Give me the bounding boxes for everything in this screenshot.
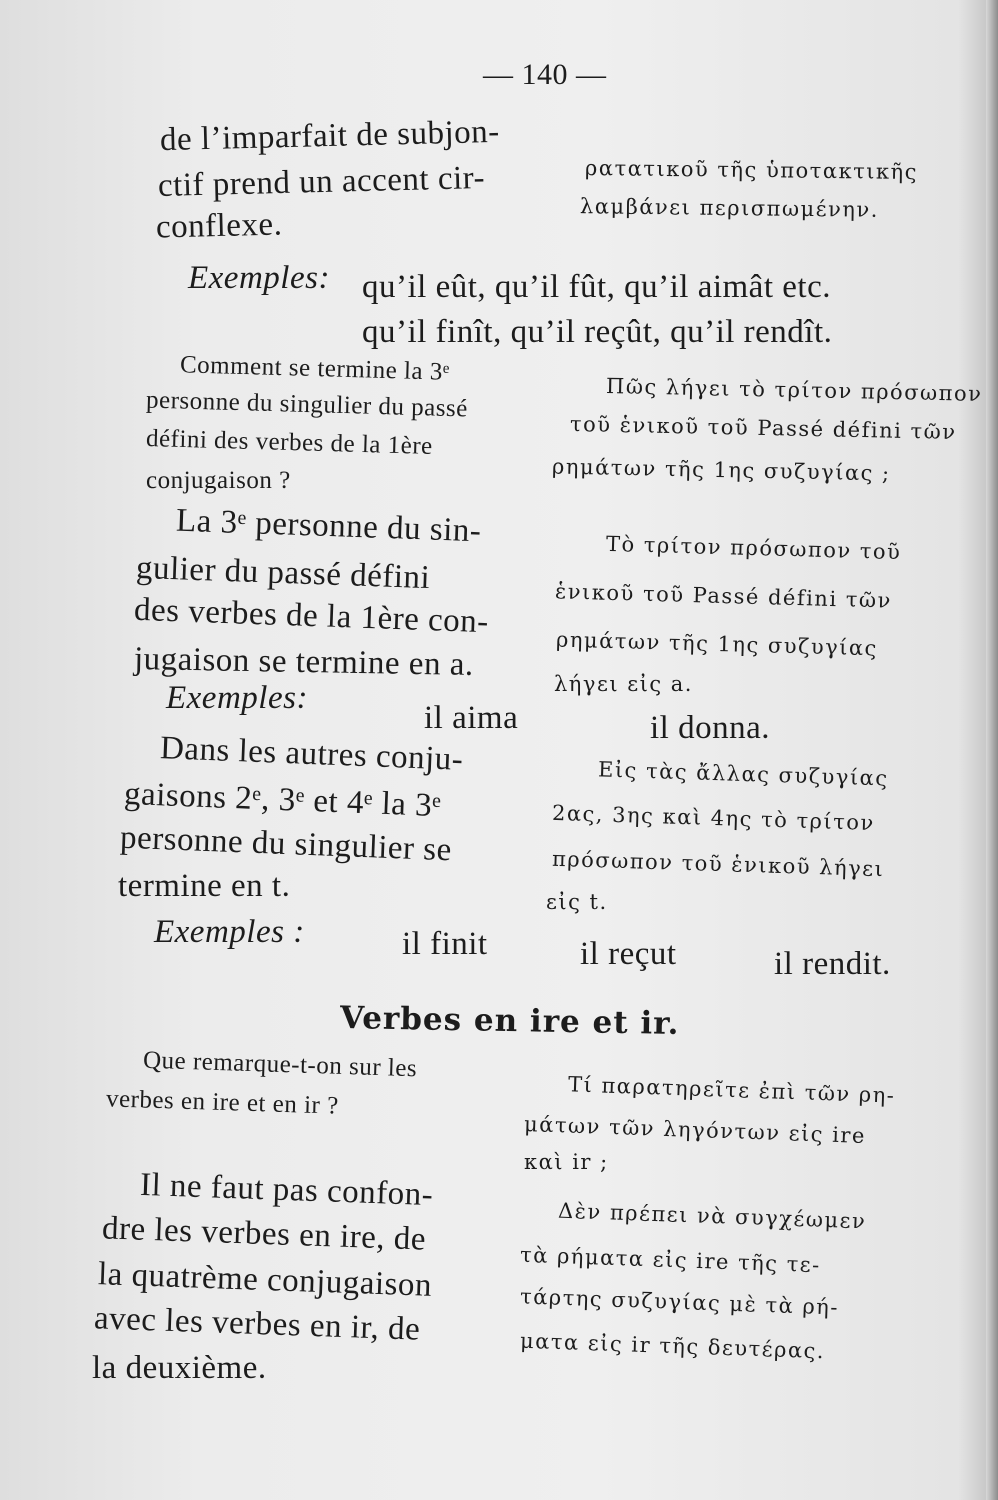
a3-fr-line-5: la deuxième. [92,1350,267,1386]
q1-fr-line-3: défini des verbes de la 1ère [145,425,434,460]
page-edge-shadow [986,0,998,1500]
q2-fr-line-2: verbes en ire et en ir ? [105,1085,340,1120]
ex3-word-1: il finit [402,926,488,962]
a3-fr-line-2: dre les verbes en ire, de [101,1210,427,1258]
subj-fr-line-1: de l’imparfait de subjon- [159,113,501,159]
q1-fr-line-4: conjugaison ? [146,467,291,494]
subj-gr-line-1: ρατατικοῦ τῆς ὑποτακτικῆς [584,155,919,185]
q2-gr-line-3: καὶ ir ; [524,1150,609,1174]
q1-fr-line-2: personne du singulier du passé [145,386,469,423]
a3-gr-line-1: Δὲν πρέπει νὰ συγχέωμεν [557,1198,867,1234]
a2-gr-line-1: Εἰς τὰς ἄλλας συζυγίας [597,757,889,791]
a2-fr-line-3: personne du singulier se [119,819,453,869]
a1-fr-line-4: jugaison se termine en a. [133,641,474,683]
a2-fr-line-1: Dans les autres conju- [159,730,464,778]
a1-fr-line-1: La 3ᵉ personne du sin- [175,502,482,550]
ex3-word-2: il reçut [580,936,677,972]
q1-gr-line-2: τοῦ ἑνικοῦ τοῦ Passé défini τῶν [569,411,957,445]
a3-gr-line-3: τάρτης συζυγίας μὲ τὰ ρή- [519,1284,840,1320]
subj-fr-line-3: conflexe. [155,206,283,246]
ex1-line-2: qu’il finît, qu’il reçût, qu’il rendît. [362,314,833,350]
section-heading: Verbes en ire et ir. [339,1000,680,1042]
a1-gr-line-4: λήγει εἰς a. [554,672,693,696]
ex2-word-1: il aima [424,700,519,736]
q2-fr-line-1: Que remarque-t-on sur les [142,1046,418,1083]
q1-gr-line-3: ρημάτων τῆς 1ης συζυγίας ; [551,454,891,486]
a1-gr-line-2: ἑνικοῦ τοῦ Passé défini τῶν [554,579,893,613]
subj-gr-line-2: λαμβάνει περισπωμένην. [579,194,880,222]
q2-gr-line-1: Τί παρατηρεῖτε ἐπὶ τῶν ρη- [567,1072,896,1108]
ex1-line-1: qu’il eût, qu’il fût, qu’il aimât etc. [362,269,831,305]
page-number: — 140 — [483,58,607,91]
ex2-label: Exemples: [166,680,308,716]
a1-gr-line-1: Τὸ τρίτον πρόσωπον τοῦ [605,531,902,565]
a2-fr-line-4: termine en t. [118,868,291,904]
a1-fr-line-3: des verbes de la 1ère con- [133,591,490,641]
ex2-word-2: il donna. [650,710,770,746]
a1-gr-line-3: ρημάτων τῆς 1ης συζυγίας [555,627,879,661]
a3-fr-line-4: avec les verbes en ir, de [93,1300,421,1348]
a1-fr-line-2: gulier du passé défini [135,549,431,597]
a2-gr-line-4: εἰς t. [546,890,608,914]
q2-gr-line-2: μάτων τῶν ληγόντων εἰς ire [523,1112,867,1148]
ex3-label: Exemples : [154,914,305,950]
a3-fr-line-3: la quatrème conjugaison [97,1256,433,1304]
subj-fr-line-2: ctif prend un accent cir- [157,160,486,204]
q1-fr-line-1: Comment se termine la 3ᵉ [179,351,451,386]
a3-gr-line-2: τὰ ρήματα εἰς ire τῆς τε- [519,1242,822,1278]
a2-gr-line-3: πρόσωπον τοῦ ἑνικοῦ λήγει [551,846,885,882]
a3-gr-line-4: ματα εἰς ir τῆς δευτέρας. [519,1328,826,1364]
ex3-word-3: il rendit. [774,946,891,982]
a3-fr-line-1: Il ne faut pas confon- [139,1166,434,1214]
q1-gr-line-1: Πῶς λήγει τὸ τρίτον πρόσωπον [605,374,983,406]
a2-gr-line-2: 2ας, 3ης καὶ 4ης τὸ τρίτον [551,800,876,836]
ex1-label: Exemples: [188,260,330,296]
a2-fr-line-2: gaisons 2ᵉ, 3ᵉ et 4ᵉ la 3ᵉ [123,775,442,825]
